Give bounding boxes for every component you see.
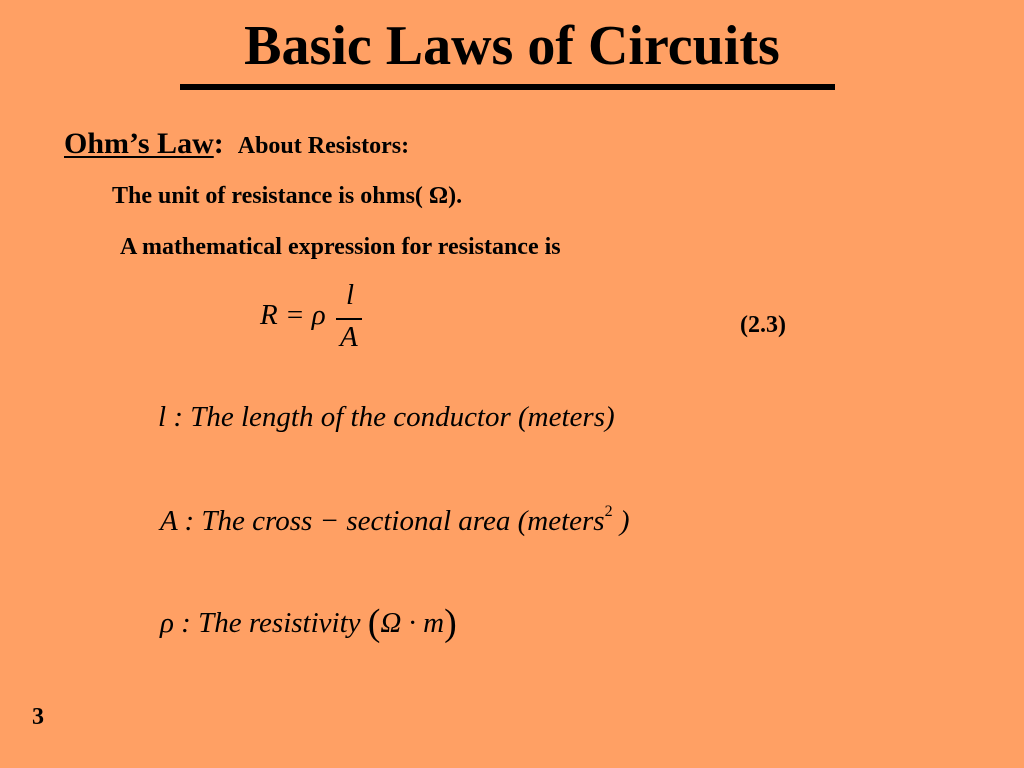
- formula-lhs: R = ρ: [260, 299, 326, 331]
- section-heading: [64, 127, 224, 160]
- close-paren: ): [444, 602, 457, 644]
- section-row: [64, 124, 409, 164]
- definition-symbol: ρ: [160, 607, 174, 639]
- formula-denominator: A: [340, 321, 358, 353]
- definition-text: : The cross − sectional area (meters: [177, 505, 605, 537]
- definition-length: [158, 401, 615, 434]
- page-number: 3: [32, 704, 44, 730]
- equation-number: (2.3): [740, 312, 786, 338]
- resistance-formula: [260, 279, 400, 362]
- section-colon: :: [213, 127, 224, 160]
- definition-superscript: 2: [604, 503, 613, 520]
- definition-symbol: l: [158, 401, 167, 433]
- section-heading-text: Ohm’s Law: [64, 127, 214, 160]
- definition-text: : The resistivity: [173, 607, 368, 639]
- definition-tail: ): [612, 505, 630, 537]
- open-paren: (: [367, 602, 381, 644]
- unit-statement: The unit of resistance is ohms( Ω).: [112, 183, 463, 209]
- definition-symbol: A: [160, 505, 178, 537]
- formula-numerator: l: [346, 279, 355, 311]
- definition-text: : The length of the conductor (meters): [166, 401, 615, 433]
- definition-unit: Ω · m: [380, 607, 445, 639]
- definition-area: [160, 503, 630, 538]
- expression-intro: A mathematical expression for resistance is: [120, 234, 561, 260]
- subheading: About Resistors:: [237, 133, 410, 159]
- definition-resistivity: [160, 601, 457, 645]
- slide-title: Basic Laws of Circuits: [244, 15, 780, 77]
- title-underline: [180, 84, 835, 90]
